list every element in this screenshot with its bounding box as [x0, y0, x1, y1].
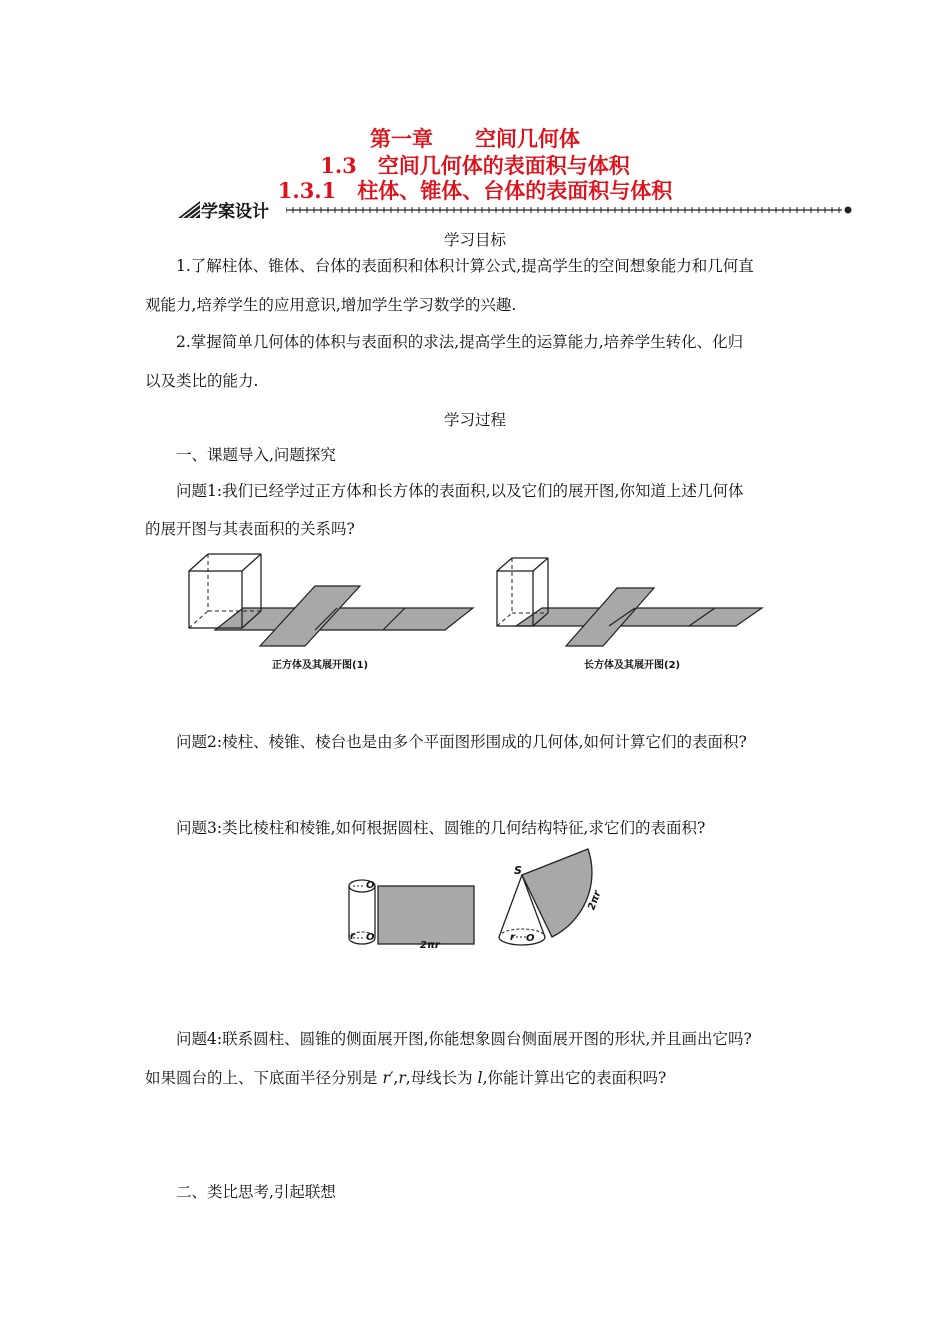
q4-text-b: ,母线长为: [405, 1069, 473, 1087]
q4-text-c: ,你能计算出它的表面积吗?: [482, 1069, 667, 1087]
cylinder-net-figure: [340, 870, 480, 955]
goal-1-line-1: 1.了解柱体、锥体、台体的表面积和体积计算公式,提高学生的空间想象能力和几何直: [176, 257, 754, 275]
figure-1-caption: 正方体及其展开图(1): [272, 660, 369, 671]
goal-2-line-1: 2.掌握简单几何体的体积与表面积的求法,提高学生的运算能力,培养学生转化、化归: [176, 333, 744, 351]
subsection-title: 1.3.1 柱体、锥体、台体的表面积与体积: [277, 178, 673, 203]
cube-net-figure: [180, 550, 480, 670]
cone-base-center-label: O: [526, 933, 535, 944]
cylinder-bottom-center-label: O: [366, 932, 375, 943]
cuboid-net-strip: [516, 608, 762, 626]
question-1-line-2: 的展开图与其表面积的关系吗?: [145, 520, 355, 538]
banner-label: 学案设计: [201, 202, 269, 222]
cylinder-lateral-rect: [378, 886, 474, 944]
cone-apex-label: S: [514, 864, 522, 877]
cone-lateral-sector: [522, 849, 592, 937]
question-2: 问题2:棱柱、棱锥、棱台也是由多个平面图形围成的几何体,如何计算它们的表面积?: [176, 733, 747, 751]
question-1-line-1: 问题1:我们已经学过正方体和长方体的表面积,以及它们的展开图,你知道上述几何体: [176, 482, 744, 500]
q4-var-l: l: [477, 1069, 483, 1087]
cone-arc-length-label: 2πr: [586, 889, 604, 912]
q4-sep: ,: [393, 1069, 399, 1087]
cylinder-arc-length-label: 2πr: [420, 940, 440, 951]
figure-2-caption: 长方体及其展开图(2): [584, 660, 681, 671]
q4-text-a: 如果圆台的上、下底面半径分别是: [145, 1069, 378, 1087]
goal-2-line-2: 以及类比的能力.: [145, 372, 259, 390]
question-4-line-2: [145, 1066, 666, 1088]
cuboid-net-figure: [490, 552, 770, 652]
part-2-heading: 二、类比思考,引起联想: [176, 1183, 336, 1201]
chapter-title: 第一章 空间几何体: [370, 126, 580, 151]
cylinder-top-center-label: O: [366, 880, 375, 891]
question-3: 问题3:类比棱柱和棱锥,如何根据圆柱、圆锥的几何结构特征,求它们的表面积?: [176, 819, 706, 837]
cylinder-radius-label: r: [350, 931, 355, 942]
part-1-heading: 一、课题导入,问题探究: [176, 446, 336, 464]
question-4-line-1: 问题4:联系圆柱、圆锥的侧面展开图,你能想象圆台侧面展开图的形状,并且画出它吗?: [176, 1030, 752, 1048]
goals-heading: 学习目标: [443, 231, 506, 249]
banner-dotted-rule: [286, 200, 856, 220]
section-title: 1.3 空间几何体的表面积与体积: [320, 153, 630, 178]
banner: [176, 196, 856, 222]
process-heading: 学习过程: [443, 411, 506, 429]
q4-var-r: r: [398, 1069, 406, 1087]
q4-var-r-prime: r′: [382, 1069, 394, 1087]
cone-radius-label: r: [510, 932, 515, 943]
goal-1-line-2: 观能力,培养学生的应用意识,增加学生学习数学的兴趣.: [145, 296, 517, 314]
